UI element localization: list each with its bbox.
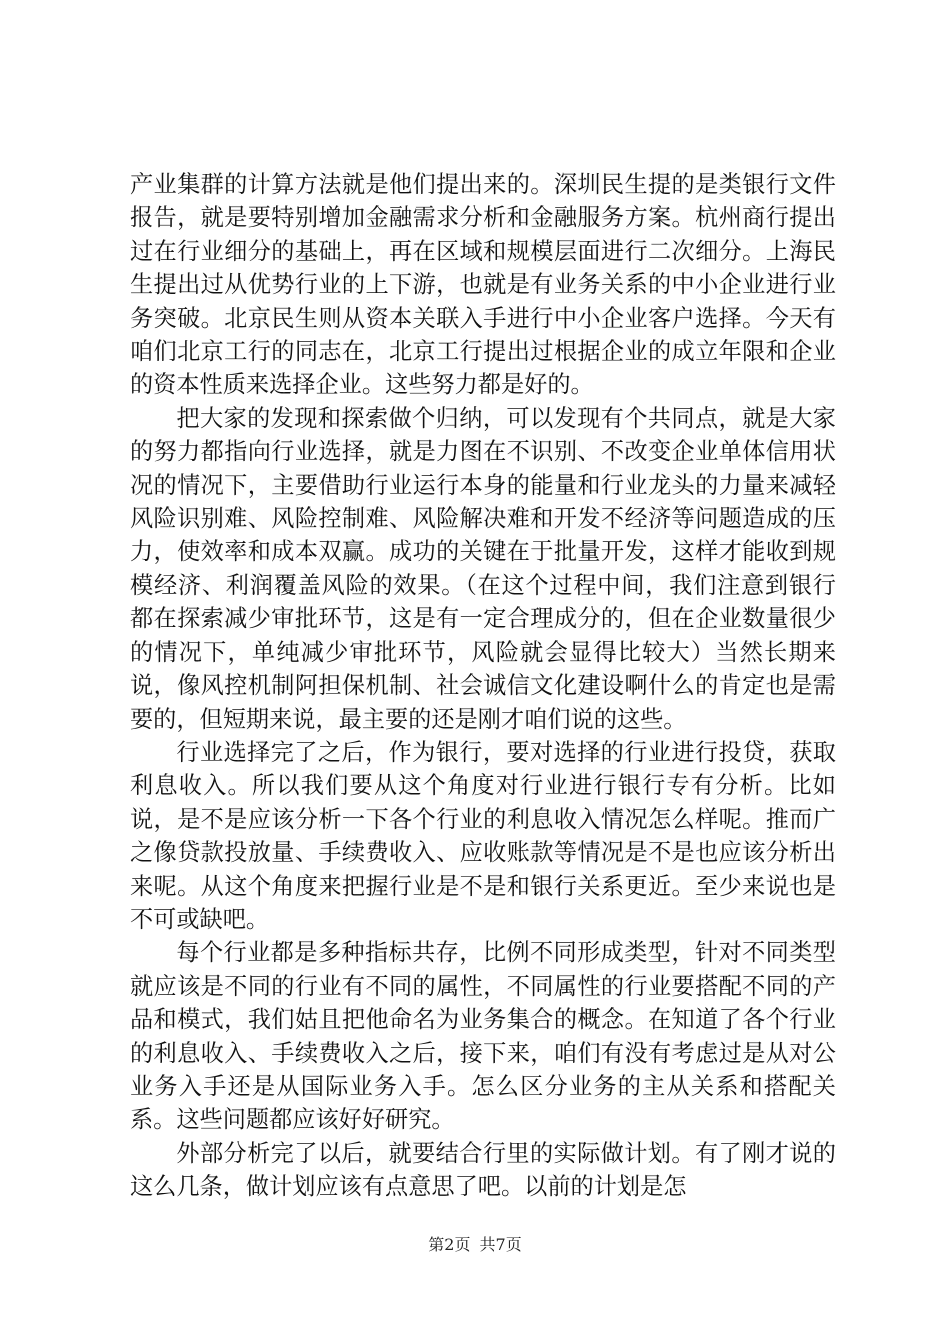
page-total: 共7页	[479, 1235, 522, 1254]
paragraph-4: 每个行业都是多种指标共存，比例不同形成类型，针对不同类型就应该是不同的行业有不同的属性，不同属性的行业要搭配不同的产品和模式，我们姑且把他命名为业务集合的概念。在知道了各个行业的利息收入、手续费收入之后，接下来，咱们有没有考虑过是从对公业务入手还是从国际业务入手。怎么区分业务的主从关系和搭配关系。这些问题都应该好好研究。	[130, 939, 836, 1134]
document-body	[130, 168, 836, 1204]
paragraph-2: 把大家的发现和探索做个归纳，可以发现有个共同点，就是大家的努力都指向行业选择，就是力图在不识别、不改变企业单体信用状况的情况下，主要借助行业运行本身的能量和行业龙头的力量来减轻风险识别难、风险控制难、风险解决难和开发不经济等问题造成的压力，使效率和成本双赢。成功的关键在于批量开发，这样才能收到规模经济、利润覆盖风险的效果。（在这个过程中间，我们注意到银行都在探索减少审批环节，这是有一定合理成分的，但在企业数量很少的情况下，单纯减少审批环节，风险就会显得比较大）当然长期来说，像风控机制阿担保机制、社会诚信文化建设啊什么的肯定也是需要的，但短期来说，最主要的还是刚才咱们说的这些。	[130, 404, 836, 733]
paragraph-3: 行业选择完了之后，作为银行，要对选择的行业进行投贷，获取利息收入。所以我们要从这个角度对行业进行银行专有分析。比如说，是不是应该分析一下各个行业的利息收入情况怎么样呢。推而广之像贷款投放量、手续费收入、应收账款等情况是不是也应该分析出来呢。从这个角度来把握行业是不是和银行关系更近。至少来说也是不可或缺吧。	[130, 738, 836, 933]
paragraph-5: 外部分析完了以后，就要结合行里的实际做计划。有了刚才说的这么几条，做计划应该有点意思了吧。以前的计划是怎	[130, 1139, 836, 1201]
paragraph-1: 产业集群的计算方法就是他们提出来的。深圳民生提的是类银行文件报告，就是要特别增加金融需求分析和金融服务方案。杭州商行提出过在行业细分的基础上，再在区域和规模层面进行二次细分。上海民生提出过从优势行业的上下游，也就是有业务关系的中小企业进行业务突破。北京民生则从资本关联入手进行中小企业客户选择。今天有咱们北京工行的同志在，北京工行提出过根据企业的成立年限和企业的资本性质来选择企业。这些努力都是好的。	[130, 171, 836, 399]
page-footer	[0, 1232, 950, 1255]
page-number: 第2页	[428, 1235, 471, 1254]
